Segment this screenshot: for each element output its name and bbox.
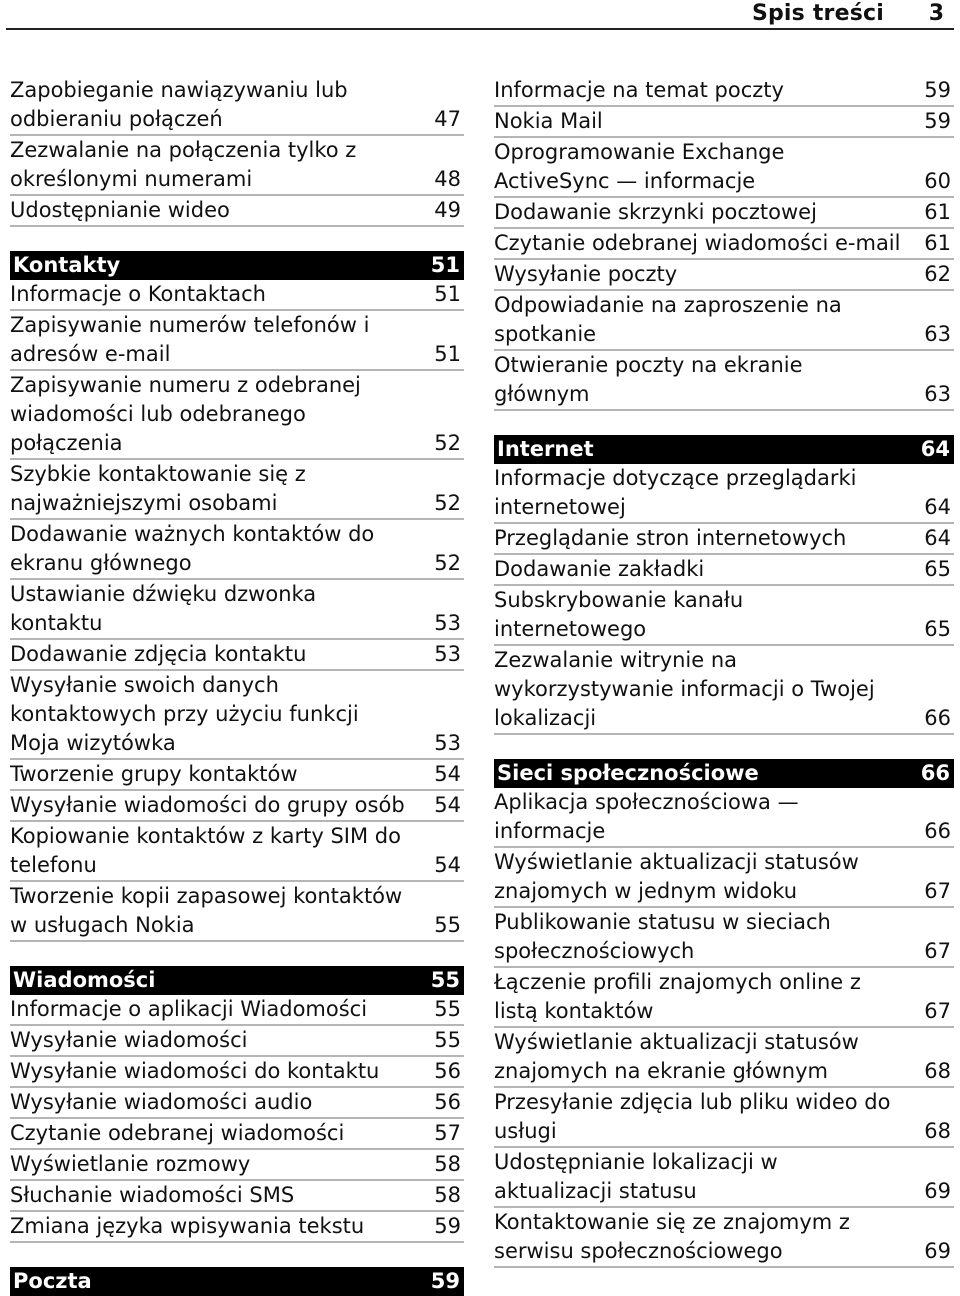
toc-entry[interactable] bbox=[494, 198, 954, 229]
toc-entry-title: Wysyłanie swoich danych kontaktowych przy użyciu funkcji Moja wizytówka bbox=[10, 673, 359, 755]
toc-entry-title: Przeglądanie stron internetowych bbox=[494, 526, 847, 550]
toc-column-left bbox=[10, 76, 464, 1296]
toc-entry-page: 55 bbox=[434, 1028, 461, 1052]
toc-column-right bbox=[494, 76, 954, 1268]
toc-entry-page: 59 bbox=[430, 1269, 460, 1293]
page-number: 3 bbox=[928, 1, 944, 26]
toc-entry[interactable] bbox=[494, 646, 954, 735]
toc-entry-title: Wyświetlanie aktualizacji statusów znajomych w jednym widoku bbox=[494, 850, 859, 903]
toc-entry-page: 51 bbox=[430, 253, 460, 277]
toc-entry[interactable] bbox=[494, 848, 954, 908]
toc-entry-title: Wyświetlanie rozmowy bbox=[10, 1152, 251, 1176]
toc-entry-title: Dodawanie zakładki bbox=[494, 557, 705, 581]
toc-entry[interactable] bbox=[10, 280, 464, 311]
toc-entry[interactable] bbox=[10, 671, 464, 760]
toc-entry[interactable] bbox=[10, 1150, 464, 1181]
toc-entry[interactable] bbox=[494, 524, 954, 555]
toc-entry-title: Sieci społecznościowe bbox=[497, 761, 759, 785]
toc-entry-title: Informacje o Kontaktach bbox=[10, 282, 266, 306]
toc-entry-page: 67 bbox=[924, 999, 951, 1023]
toc-entry-page: 56 bbox=[434, 1059, 461, 1083]
toc-entry-title: Odpowiadanie na zaproszenie na spotkanie bbox=[494, 293, 842, 346]
toc-entry[interactable] bbox=[494, 586, 954, 646]
toc-entry-title: Słuchanie wiadomości SMS bbox=[10, 1183, 295, 1207]
toc-entry[interactable] bbox=[494, 291, 954, 351]
toc-entry-page: 54 bbox=[434, 793, 461, 817]
toc-entry[interactable] bbox=[10, 1119, 464, 1150]
toc-entry-title: Wysyłanie wiadomości audio bbox=[10, 1090, 313, 1114]
toc-entry-title: Aplikacja społecznościowa — informacje bbox=[494, 790, 799, 843]
toc-entry-page: 64 bbox=[920, 437, 950, 461]
toc-entry-title: Dodawanie ważnych kontaktów do ekranu głównego bbox=[10, 522, 375, 575]
toc-entry-page: 66 bbox=[924, 706, 951, 730]
toc-entry-title: Łączenie profili znajomych online z listą kontaktów bbox=[494, 970, 861, 1023]
toc-entry[interactable] bbox=[10, 580, 464, 640]
toc-entry-title: Informacje dotyczące przeglądarki internetowej bbox=[494, 466, 857, 519]
toc-entry[interactable] bbox=[10, 791, 464, 822]
toc-entry-title: Wiadomości bbox=[13, 968, 156, 992]
toc-entry-page: 51 bbox=[434, 342, 461, 366]
toc-entry-page: 58 bbox=[434, 1183, 461, 1207]
toc-entry-title: Dodawanie skrzynki pocztowej bbox=[494, 200, 817, 224]
toc-entry-page: 61 bbox=[924, 200, 951, 224]
toc-entry[interactable] bbox=[10, 1026, 464, 1057]
toc-section-heading[interactable] bbox=[10, 966, 464, 995]
toc-section-heading[interactable] bbox=[494, 435, 954, 464]
toc-entry-title: Udostępnianie lokalizacji w aktualizacji statusu bbox=[494, 1150, 778, 1203]
toc-entry[interactable] bbox=[494, 76, 954, 107]
toc-entry-title: Przesyłanie zdjęcia lub pliku wideo do usługi bbox=[494, 1090, 891, 1143]
toc-entry-title: Kopiowanie kontaktów z karty SIM do telefonu bbox=[10, 824, 401, 877]
toc-entry-title: Wysyłanie wiadomości do grupy osób bbox=[10, 793, 405, 817]
toc-entry-page: 56 bbox=[434, 1090, 461, 1114]
toc-entry[interactable] bbox=[10, 1181, 464, 1212]
toc-section-heading[interactable] bbox=[10, 1267, 464, 1296]
toc-entry[interactable] bbox=[494, 555, 954, 586]
toc-entry-title: Kontaktowanie się ze znajomym z serwisu społecznościowego bbox=[494, 1210, 850, 1263]
toc-entry-title: Kontakty bbox=[13, 253, 121, 277]
toc-entry-page: 69 bbox=[924, 1179, 951, 1203]
toc-entry-page: 55 bbox=[430, 968, 460, 992]
toc-entry[interactable] bbox=[494, 138, 954, 198]
toc-entry-page: 53 bbox=[434, 731, 461, 755]
toc-entry-title: Otwieranie poczty na ekranie głównym bbox=[494, 353, 803, 406]
toc-entry-page: 67 bbox=[924, 879, 951, 903]
toc-entry-title: Wyświetlanie aktualizacji statusów znajomych na ekranie głównym bbox=[494, 1030, 859, 1083]
toc-entry-page: 52 bbox=[434, 431, 461, 455]
toc-entry-title: Publikowanie statusu w sieciach społecznościowych bbox=[494, 910, 831, 963]
toc-section-heading[interactable] bbox=[10, 251, 464, 280]
toc-entry-page: 65 bbox=[924, 557, 951, 581]
toc-entry[interactable] bbox=[10, 136, 464, 196]
toc-entry-page: 62 bbox=[924, 262, 951, 286]
page-header-title: Spis treści bbox=[751, 1, 884, 26]
toc-entry[interactable] bbox=[494, 229, 954, 260]
toc-entry-page: 59 bbox=[434, 1214, 461, 1238]
toc-entry-page: 52 bbox=[434, 491, 461, 515]
toc-entry-page: 60 bbox=[924, 169, 951, 193]
toc-entry[interactable] bbox=[10, 460, 464, 520]
toc-entry-page: 51 bbox=[434, 282, 461, 306]
toc-entry-title: Zapisywanie numerów telefonów i adresów e-mail bbox=[10, 313, 370, 366]
toc-entry-page: 53 bbox=[434, 642, 461, 666]
toc-entry-title: Oprogramowanie Exchange ActiveSync — informacje bbox=[494, 140, 785, 193]
toc-entry-title: Zezwalanie witrynie na wykorzystywanie informacji o Twojej lokalizacji bbox=[494, 648, 875, 730]
toc-entry-page: 68 bbox=[924, 1119, 951, 1143]
toc-section-heading[interactable] bbox=[494, 759, 954, 788]
toc-entry-page: 63 bbox=[924, 382, 951, 406]
toc-entry-page: 48 bbox=[434, 167, 461, 191]
toc-entry[interactable] bbox=[494, 1028, 954, 1088]
toc-entry-page: 49 bbox=[434, 198, 461, 222]
toc-entry-title: Poczta bbox=[13, 1269, 92, 1293]
toc-entry-page: 68 bbox=[924, 1059, 951, 1083]
toc-entry[interactable] bbox=[494, 908, 954, 968]
toc-entry[interactable] bbox=[494, 1148, 954, 1208]
toc-entry-page: 47 bbox=[434, 107, 461, 131]
toc-entry-page: 63 bbox=[924, 322, 951, 346]
toc-entry[interactable] bbox=[10, 520, 464, 580]
toc-entry-title: Zapisywanie numeru z odebranej wiadomości lub odebranego połączenia bbox=[10, 373, 361, 455]
toc-entry-page: 52 bbox=[434, 551, 461, 575]
toc-entry-title: Nokia Mail bbox=[494, 109, 603, 133]
toc-entry[interactable] bbox=[10, 76, 464, 136]
toc-entry[interactable] bbox=[494, 107, 954, 138]
toc-entry-page: 55 bbox=[434, 997, 461, 1021]
toc-entry-page: 66 bbox=[920, 761, 950, 785]
toc-entry[interactable] bbox=[10, 311, 464, 371]
toc-entry-title: Szybkie kontaktowanie się z najważniejszymi osobami bbox=[10, 462, 306, 515]
toc-entry[interactable] bbox=[10, 1088, 464, 1119]
toc-entry[interactable] bbox=[10, 995, 464, 1026]
toc-entry-page: 64 bbox=[924, 495, 951, 519]
toc-entry-page: 54 bbox=[434, 762, 461, 786]
toc-entry-title: Informacje na temat poczty bbox=[494, 78, 784, 102]
toc-entry-page: 66 bbox=[924, 819, 951, 843]
toc-entry-title: Zmiana języka wpisywania tekstu bbox=[10, 1214, 365, 1238]
toc-entry-title: Internet bbox=[497, 437, 594, 461]
toc-entry[interactable] bbox=[494, 788, 954, 848]
toc-entry-title: Dodawanie zdjęcia kontaktu bbox=[10, 642, 307, 666]
toc-entry-page: 57 bbox=[434, 1121, 461, 1145]
toc-entry[interactable] bbox=[10, 1212, 464, 1243]
toc-entry[interactable] bbox=[494, 1088, 954, 1148]
toc-entry-page: 59 bbox=[924, 78, 951, 102]
toc-entry[interactable] bbox=[494, 1208, 954, 1268]
toc-entry-title: Czytanie odebranej wiadomości e-mail bbox=[494, 231, 901, 255]
toc-entry[interactable] bbox=[494, 968, 954, 1028]
toc-entry[interactable] bbox=[10, 196, 464, 227]
toc-entry-title: Ustawianie dźwięku dzwonka kontaktu bbox=[10, 582, 317, 635]
toc-entry-title: Tworzenie grupy kontaktów bbox=[10, 762, 298, 786]
toc-entry[interactable] bbox=[10, 822, 464, 882]
toc-entry-title: Tworzenie kopii zapasowej kontaktów w usługach Nokia bbox=[10, 884, 403, 937]
page-header bbox=[6, 0, 954, 30]
toc-entry[interactable] bbox=[10, 371, 464, 460]
toc-entry-title: Wysyłanie wiadomości do kontaktu bbox=[10, 1059, 380, 1083]
toc-entry-page: 53 bbox=[434, 611, 461, 635]
toc-entry-title: Zapobieganie nawiązywaniu lub odbieraniu połączeń bbox=[10, 78, 348, 131]
toc-entry[interactable] bbox=[10, 882, 464, 942]
toc-entry-title: Wysyłanie wiadomości bbox=[10, 1028, 248, 1052]
toc-entry-page: 55 bbox=[434, 913, 461, 937]
toc-entry-page: 64 bbox=[924, 526, 951, 550]
toc-entry-title: Czytanie odebranej wiadomości bbox=[10, 1121, 345, 1145]
toc-entry-page: 59 bbox=[924, 109, 951, 133]
toc-entry-title: Wysyłanie poczty bbox=[494, 262, 678, 286]
toc-entry-title: Udostępnianie wideo bbox=[10, 198, 230, 222]
toc-entry-page: 61 bbox=[924, 231, 951, 255]
toc-entry[interactable] bbox=[10, 1057, 464, 1088]
toc-entry-page: 58 bbox=[434, 1152, 461, 1176]
toc-entry-title: Zezwalanie na połączenia tylko z określonymi numerami bbox=[10, 138, 357, 191]
toc-entry-title: Subskrybowanie kanału internetowego bbox=[494, 588, 744, 641]
toc-entry-page: 65 bbox=[924, 617, 951, 641]
toc-entry[interactable] bbox=[494, 260, 954, 291]
toc-entry[interactable] bbox=[494, 351, 954, 411]
toc-entry-page: 69 bbox=[924, 1239, 951, 1263]
toc-entry-title: Informacje o aplikacji Wiadomości bbox=[10, 997, 368, 1021]
toc-entry[interactable] bbox=[10, 760, 464, 791]
toc-entry[interactable] bbox=[494, 464, 954, 524]
toc-entry[interactable] bbox=[10, 640, 464, 671]
toc-entry-page: 67 bbox=[924, 939, 951, 963]
toc-entry-page: 54 bbox=[434, 853, 461, 877]
